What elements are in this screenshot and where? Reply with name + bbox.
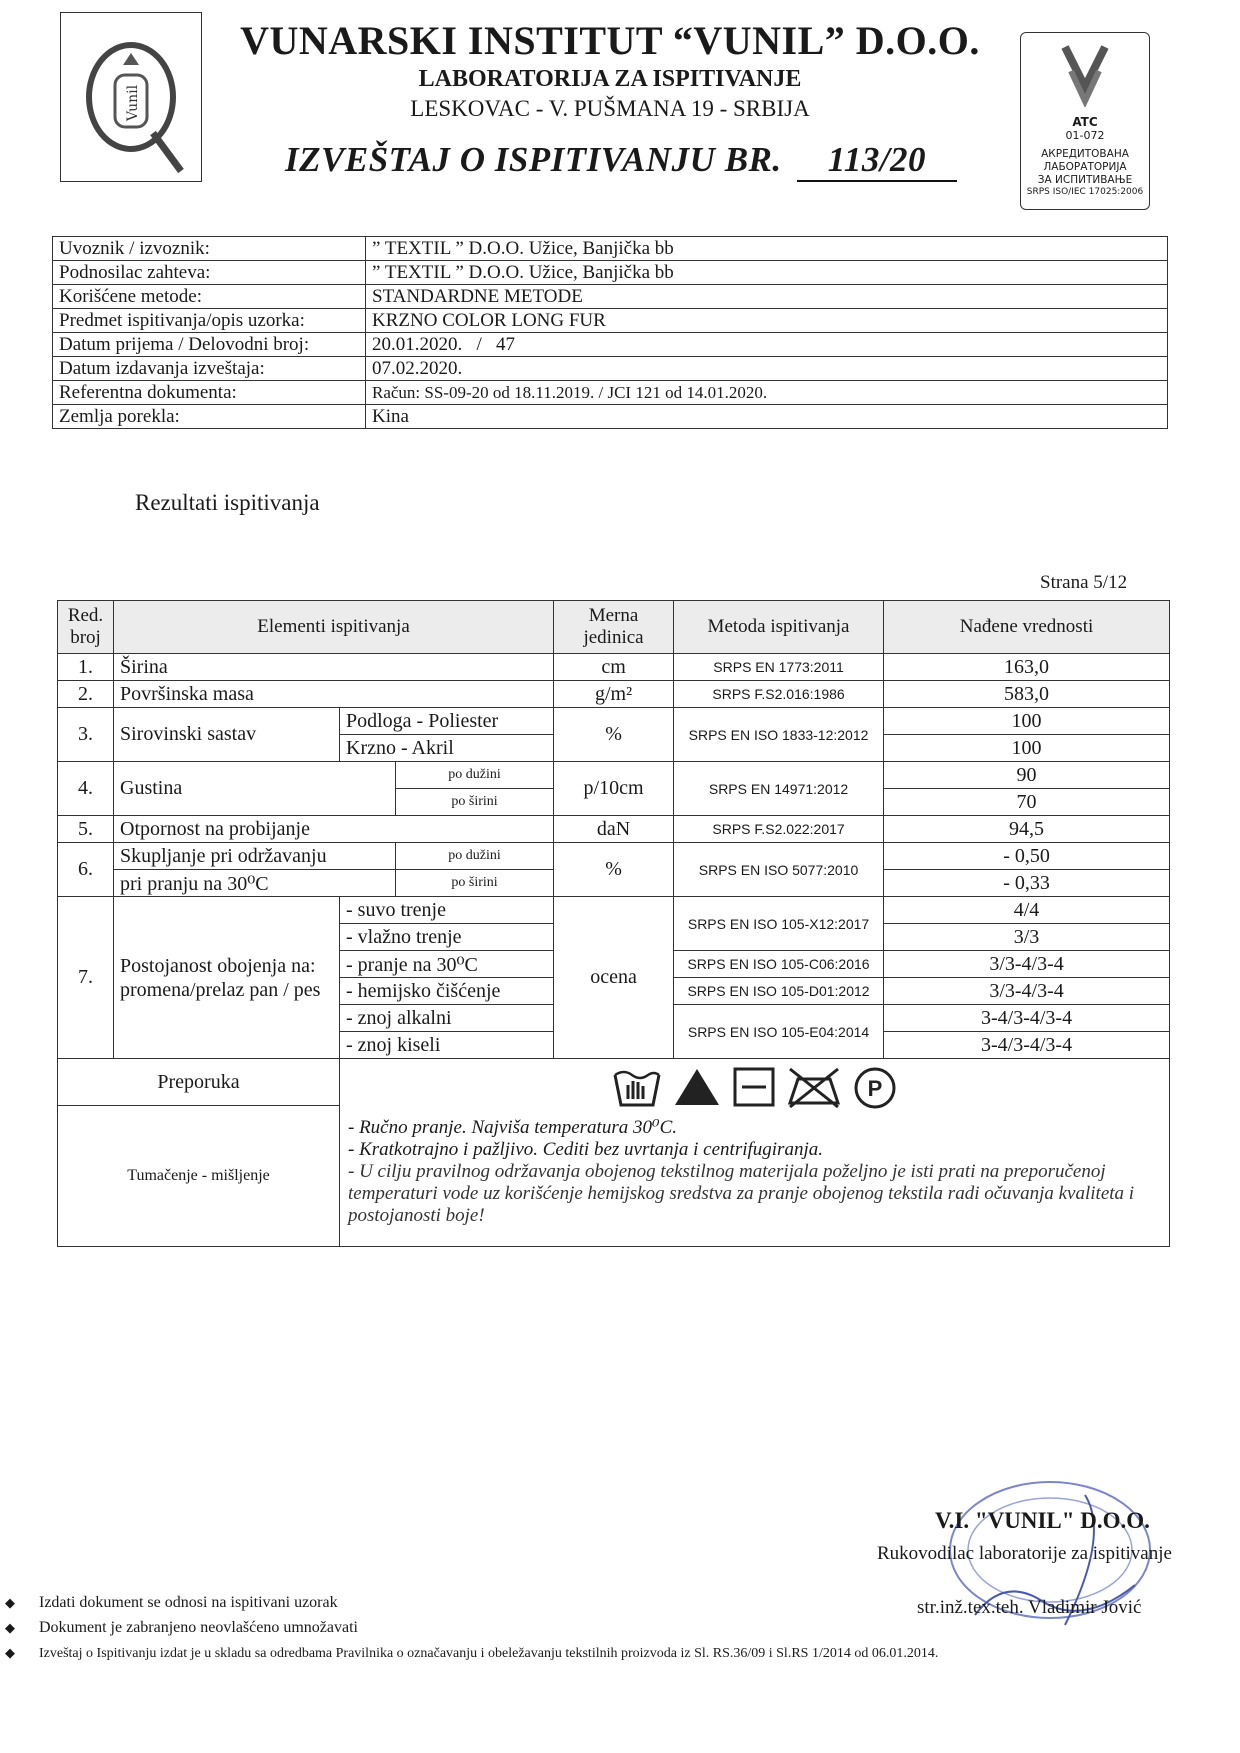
hand-wash-30-icon (612, 1065, 662, 1109)
info-row: Podnosilac zahteva: ” TEXTIL ” D.O.O. Užice, Banjička bb (53, 261, 1168, 285)
lab-address: LESKOVAC - V. PUŠMANA 19 - SRBIJA (410, 96, 810, 121)
signature-company: V.I. "VUNIL" D.O.O. (935, 1508, 1150, 1533)
institute-logo (60, 12, 202, 182)
svg-text:P: P (867, 1076, 882, 1101)
accreditation-badge: ATC 01-072 АКРЕДИТОВАНА ЛАБОРАТОРИЈА ЗА ИСПИТИВАЊЕ SRPS ISO/IEC 17025:2006 (1020, 32, 1150, 210)
table-row: - znoj alkalni SRPS EN ISO 105-E04:2014 3-4/3-4/3-4 (58, 1005, 1170, 1032)
table-row: 1. Širina cm SRPS EN 1773:2011 163,0 (58, 654, 1170, 681)
header-no: Red. broj (58, 601, 114, 654)
interpretation-line: - Kratkotrajno i pažljivo. Cediti bez uvrtanja i centrifugiranja. (348, 1139, 823, 1160)
header-element: Elementi ispitivanja (114, 601, 554, 654)
table-row: - znoj kiseli 3-4/3-4/3-4 (58, 1032, 1170, 1059)
interpretation-label: Tumačenje - mišljenje (58, 1106, 340, 1247)
lab-name: LABORATORIJA ZA ISPITIVANJE (418, 66, 802, 92)
header-unit: Merna jedinica (554, 601, 674, 654)
footer-note: ◆ Izdati dokument se odnosi na ispitivani uzorak (5, 1590, 938, 1615)
tumble-dry-prohibited-icon (732, 1065, 776, 1109)
info-row: Datum prijema / Delovodni broj: 20.01.2020. / 47 (53, 333, 1168, 357)
report-title: IZVEŠTAJ O ISPITIVANJU BR. 113/20 (285, 140, 957, 182)
info-row: Predmet ispitivanja/opis uzorka: KRZNO COLOR LONG FUR (53, 309, 1168, 333)
bullet-icon: ◆ (5, 1645, 15, 1660)
logo-text: Vunil (125, 84, 141, 122)
header-method: Metoda ispitivanja (674, 601, 884, 654)
interpretation-line: - U cilju pravilnog održavanja obojenog tekstilnog materijala poželjno je isti prati na preporučenoj temperaturi vode uz korišćenje hemijskog sredstva za pranje obojenog tekstila radi očuvanja kvaliteta i postojanosti boje! (348, 1161, 1135, 1226)
interpretation-line: - Ručno pranje. Najviša temperatura 30⁰C. (348, 1117, 678, 1138)
footer-note: ◆ Izveštaj o Ispitivanju izdat je u skladu sa odredbama Pravilnika o označavanju i obeležavanju tekstilnih proizvoda iz Sl. RS.36/09 i Sl.RS 1/2014 od 06.01.2014. (5, 1640, 938, 1666)
info-row: Uvoznik / izvoznik: ” TEXTIL ” D.O.O. Užice, Banjička bb (53, 237, 1168, 261)
table-row: Krzno - Akril 100 (58, 735, 1170, 762)
no-bleach-icon (672, 1065, 722, 1109)
table-row: 7. Postojanost obojenja na: promena/prelaz pan / pes - suvo trenje ocena SRPS EN ISO 105-X12:2017 4/4 (58, 897, 1170, 924)
table-row: 5. Otpornost na probijanje daN SRPS F.S2.022:2017 94,5 (58, 816, 1170, 843)
info-row: Referentna dokumenta: Račun: SS-09-20 od 18.11.2019. / JCI 121 od 14.01.2020. (53, 381, 1168, 405)
info-row: Korišćene metode: STANDARDNE METODE (53, 285, 1168, 309)
accreditation-icon (1055, 41, 1115, 107)
header-values: Nađene vrednosti (884, 601, 1170, 654)
report-number: 113/20 (797, 140, 957, 182)
no-iron-icon (786, 1065, 842, 1109)
table-row: 3. Sirovinski sastav Podloga - Poliester % SRPS EN ISO 1833-12:2012 100 (58, 708, 1170, 735)
signature-role: Rukovodilac laboratorije za ispitivanje (877, 1543, 1172, 1564)
recommendation-label: Preporuka (58, 1059, 340, 1106)
signature-person: str.inž.tex.teh. Vladimir Jović (917, 1597, 1142, 1618)
interpretation-text (340, 1111, 1169, 1233)
table-row: pri pranju na 30⁰C po širini - 0,33 (58, 870, 1170, 897)
table-row: - hemijsko čišćenje SRPS EN ISO 105-D01:2012 3/3-4/3-4 (58, 978, 1170, 1005)
institute-header (230, 18, 990, 124)
footer-note: ◆ Dokument je zabranjeno neovlašćeno umnožavati (5, 1615, 938, 1640)
recommendation-row (58, 1059, 1170, 1106)
bullet-icon: ◆ (5, 1595, 15, 1610)
care-symbols (340, 1065, 1169, 1111)
table-row: - pranje na 30⁰C SRPS EN ISO 105-C06:2016 3/3-4/3-4 (58, 951, 1170, 978)
table-row: 4. Gustina po dužini p/10cm SRPS EN 14971:2012 90 (58, 762, 1170, 789)
bullet-icon: ◆ (5, 1620, 15, 1635)
table-row: 6. Skupljanje pri održavanju po dužini % SRPS EN ISO 5077:2010 - 0,50 (58, 843, 1170, 870)
report-info-table (52, 236, 1168, 429)
table-row: - vlažno trenje 3/3 (58, 924, 1170, 951)
institute-name: VUNARSKI INSTITUT “VUNIL” D.O.O. (240, 18, 980, 63)
info-row: Datum izdavanja izveštaja: 07.02.2020. (53, 357, 1168, 381)
results-header-row (58, 601, 1170, 654)
info-row: Zemlja porekla: Kina (53, 405, 1168, 429)
table-row: 2. Površinska masa g/m² SRPS F.S2.016:1986 583,0 (58, 681, 1170, 708)
results-title: Rezultati ispitivanja (135, 490, 320, 515)
table-row: po širini 70 (58, 789, 1170, 816)
results-table (57, 600, 1170, 1247)
footer-notes (5, 1590, 938, 1666)
page-indicator: Strana 5/12 (1040, 572, 1128, 593)
dry-clean-p-icon (852, 1065, 898, 1111)
